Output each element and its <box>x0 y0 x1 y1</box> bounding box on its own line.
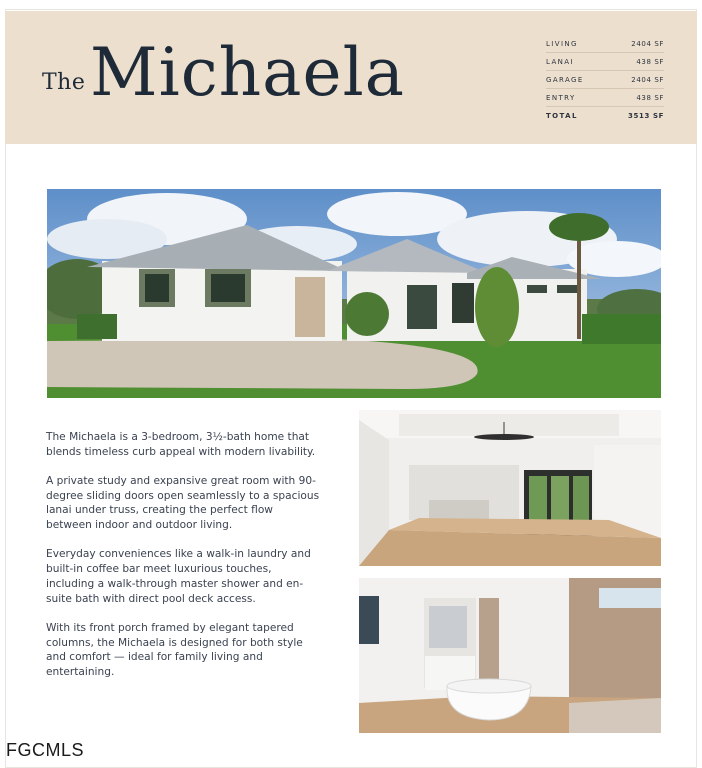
spec-row-lanai <box>546 53 664 71</box>
great-room-photo <box>359 410 661 566</box>
spec-row-entry <box>546 89 664 107</box>
spec-label: GARAGE <box>546 75 584 84</box>
exterior-photo <box>47 189 661 398</box>
description-paragraph: The Michaela is a 3-bedroom, 3½-bath home that blends timeless curb appeal with modern livability. <box>46 431 316 458</box>
spec-value: 2404 SF <box>631 75 664 84</box>
spec-row-living <box>546 35 664 53</box>
master-bath-photo <box>359 578 661 733</box>
description-paragraph: With its front porch framed by elegant tapered columns, the Michaela is designed for both style and comfort — ideal for family living and entertaining. <box>46 621 303 678</box>
description-paragraph: Everyday conveniences like a walk-in laundry and built-in coffee bar meet luxurious touches, including a walk-through master shower and en-suite bath with direct pool deck access. <box>46 548 311 605</box>
description-paragraph: A private study and expansive great room with 90-degree sliding doors open seamlessly to a spacious lanai under truss, creating the perfect flow between indoor and outdoor living. <box>46 475 320 532</box>
spec-value: 438 SF <box>636 57 664 66</box>
spec-label: TOTAL <box>546 111 578 120</box>
spec-label: ENTRY <box>546 93 576 102</box>
description-text <box>46 430 322 694</box>
spec-row-garage <box>546 71 664 89</box>
square-footage-table <box>546 35 664 124</box>
title-prefix: The <box>42 70 86 95</box>
spec-value: 2404 SF <box>631 39 664 48</box>
brochure-header <box>5 11 697 144</box>
mls-watermark: FGCMLS <box>6 740 85 760</box>
home-model-title: Michaela <box>90 34 406 111</box>
spec-value: 438 SF <box>636 93 664 102</box>
spec-value: 3513 SF <box>628 111 664 120</box>
spec-label: LIVING <box>546 39 578 48</box>
spec-label: LANAI <box>546 57 574 66</box>
spec-row-total <box>546 107 664 124</box>
